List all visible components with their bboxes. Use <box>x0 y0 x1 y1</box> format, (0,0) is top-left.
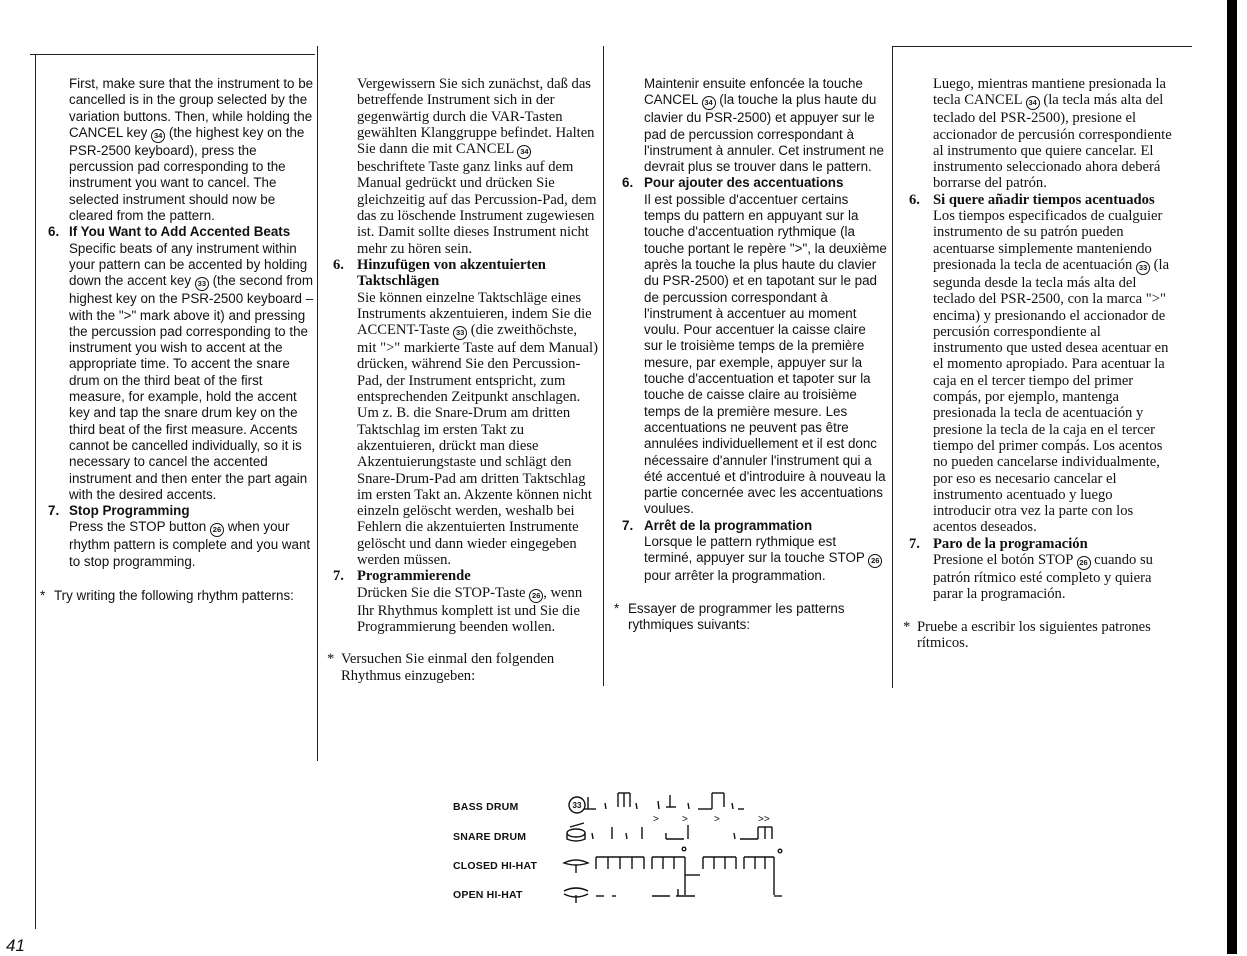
section-heading: Programmierende <box>357 568 471 585</box>
section-heading: Stop Programming <box>69 503 190 519</box>
spanish-intro <box>933 76 1173 192</box>
accent-mark: > <box>714 814 720 825</box>
note-asterisk: * <box>327 651 335 668</box>
section-heading: Pour ajouter des accentuations <box>644 175 844 191</box>
divider-col2-col3 <box>603 46 604 686</box>
open-hihat-icon <box>564 888 588 903</box>
english-intro <box>69 76 317 224</box>
spanish-column <box>903 76 1173 651</box>
snare-drum-icon <box>567 823 585 841</box>
note-asterisk: * <box>40 588 46 604</box>
spanish-section-6 <box>911 192 1173 536</box>
section-body-text: Drücken Sie die STOP-Taste <box>357 584 526 601</box>
note-asterisk: * <box>614 600 620 616</box>
divider-left-edge <box>35 54 36 929</box>
accent-key-number: 33 <box>572 801 582 810</box>
accent-marks <box>653 814 770 825</box>
french-intro-text: Maintenir ensuite enfoncée la touche CANCEL <box>644 76 863 108</box>
german-intro-text: Vergewissern Sie sich zunächst, daß das betreffende Instrument sich in der gegenwärtig durch die VAR-Tasten gewählten Klanggruppe befindet. Halten Sie dann die mit CANCEL <box>357 76 595 158</box>
german-column <box>327 76 599 684</box>
section-heading: Paro de la programación <box>933 535 1088 552</box>
section-number: 7. <box>333 568 344 585</box>
bass-drum-notes <box>584 793 744 809</box>
section-body-text: Los tiempos especificados de cualguier instrumento de su patrón pueden acentuarse simplemente manteniendo presionada la tecla de acentuación <box>933 208 1163 273</box>
stop-key-icon: 26 <box>210 523 224 537</box>
closed-hihat-icon <box>564 860 588 873</box>
section-body <box>644 534 888 585</box>
english-intro-text: First, make sure that the instrument to be cancelled is in the group selected by the variation buttons. Then, while holding the CANCEL key <box>69 76 314 140</box>
section-heading: Arrêt de la programmation <box>644 517 813 533</box>
section-body-text: Specific beats of any instrument within your pattern can be accented by holding down the accent key <box>69 240 308 289</box>
note-asterisk: * <box>903 618 911 635</box>
section-number: 6. <box>909 191 920 208</box>
section-number: 7. <box>48 503 60 519</box>
note-text: Versuchen Sie einmal den folgenden Rhythmus einzugeben: <box>341 651 555 684</box>
section-body-text: Press the STOP button <box>69 519 207 535</box>
accent-mark: > <box>653 814 659 825</box>
section-body-text-2: pour arrêter la programmation. <box>644 568 826 584</box>
spanish-note <box>903 619 1173 652</box>
rhythm-notation <box>560 785 800 910</box>
section-heading: If You Want to Add Accented Beats <box>69 224 291 240</box>
spanish-intro-text: Luego, mientras mantiene presionada la tecla CANCEL <box>933 76 1167 109</box>
section-heading: Hinzufügen von akzentuierten Taktschlägen <box>357 256 546 290</box>
section-body-text-2: , wenn Ihr Rhythmus komplett ist und Sie die Programmierung beenden wollen. <box>357 584 583 635</box>
section-body-text-2: (die zweithöchste, mit ">" markierte Taste auf dem Manual) drücken, während Sie den Percussion-Pad, der Instrument entspricht, zum entsprechenden Zeitpunkt anschlagen. Um z. B. die Snare-Drum am dritten Taktschlag im ersten Takt zu akzentuieren, drückt man diese Akzentuierungstaste und schlägt den Snare-Drum-Pad am dritten Taktschlag im ersten Takt an. Akzente können nicht einzeln gelöscht werden, weshalb bei Fehlern die akzentuierten Instrumente gelöscht und dann wieder eingegeben werden müssen. <box>357 322 598 569</box>
german-intro-text-2: beschriftete Taste ganz links auf dem Manual gedrückt und drücken Sie gleichzeitig auf das Percussion-Pad, dem das zu löschende Instrument zugewiesen ist. Damit sollte dieses Instrument nicht mehr zu hören sein. <box>357 159 597 257</box>
closed-hihat-notes <box>596 847 782 895</box>
note-text: Essayer de programmer les patterns rythmiques suivants: <box>628 600 845 632</box>
english-section-6 <box>48 224 317 503</box>
section-body-text: Lorsque le pattern rythmique est terminé, appuyer sur la touche STOP <box>644 534 865 566</box>
stop-key-icon: 26 <box>1077 556 1091 570</box>
section-number: 6. <box>333 256 344 273</box>
section-body <box>69 519 317 570</box>
cancel-key-icon: 34 <box>702 96 716 110</box>
section-body <box>933 208 1173 536</box>
page-number: 41 <box>6 936 25 955</box>
german-intro <box>357 76 599 257</box>
top-rule-col1 <box>30 54 315 55</box>
german-section-6 <box>335 257 599 568</box>
french-intro <box>644 76 888 175</box>
open-hihat-notes <box>596 889 782 896</box>
french-section-6 <box>624 175 888 517</box>
french-note <box>614 601 888 634</box>
section-body-text-2: (la segunda desde la tecla más alta del teclado del PSR-2500, con la marca ">" encima) y presionando el accionador de percusión correspondiente al instrumento que usted desea acentuar en el momento apropiado. Para acentuar la caja en el tercer tiempo del primer compás, por ejemplo, mantenga presionada la tecla de acentuación y presione la tecla de la caja en el tercer tiempo del primer compás. Los acentos no pueden cancelarse individualmente, por eso es necesario cancelar el instrumento acentuado y luego introducir otra vez la parte con los acentos deseados. <box>933 256 1170 536</box>
stop-key-icon: 26 <box>529 589 543 603</box>
rhythm-label-open-hihat: OPEN HI-HAT <box>453 889 523 901</box>
rhythm-label-closed-hihat: CLOSED HI-HAT <box>453 860 538 872</box>
divider-col3-col4 <box>892 46 893 688</box>
rhythm-label-snare-drum: SNARE DRUM <box>453 831 527 843</box>
section-body-text: Presione el botón STOP <box>933 552 1073 569</box>
cancel-key-icon: 34 <box>151 129 165 143</box>
french-column <box>614 76 888 633</box>
stop-key-icon: 26 <box>868 554 882 568</box>
french-intro-text-2: (la touche la plus haute du clavier du PSR-2500) et appuyer sur le pad de percussion correspondant à l'instrument à annuler. Cet instrument ne devrait plus se trouver dans le pattern. <box>644 92 884 175</box>
section-body <box>357 585 599 636</box>
cancel-key-icon: 34 <box>517 145 531 159</box>
note-text: Try writing the following rhythm patterns: <box>54 588 294 604</box>
snare-drum-notes <box>592 825 772 839</box>
note-text: Pruebe a escribir los siguientes patrones rítmicos. <box>917 618 1151 651</box>
top-rule-col4 <box>892 46 1192 47</box>
rhythm-label-bass-drum: BASS DRUM <box>453 801 519 813</box>
section-body-text-2: when your rhythm pattern is complete and you want to stop programming. <box>69 519 311 569</box>
accent-key-icon: 33 <box>453 326 467 340</box>
accent-mark: > <box>682 814 688 825</box>
german-note <box>327 651 599 684</box>
french-section-7 <box>624 518 888 585</box>
section-body <box>357 290 599 569</box>
section-number: 6. <box>48 224 60 240</box>
section-body-text: Sie können einzelne Taktschläge eines Instruments akzentuieren, indem Sie die ACCENT-Taste <box>357 289 592 339</box>
english-intro-text-2: (the highest key on the PSR-2500 keyboard), press the percussion pad corresponding to the instrument you want to cancel. The selected instrument should now be cleared from the pattern. <box>69 124 305 224</box>
spanish-section-7 <box>911 536 1173 603</box>
accent-key-icon: 33 <box>1136 261 1150 275</box>
divider-col1-col2 <box>317 46 318 761</box>
accent-key-icon: 33 <box>195 277 209 291</box>
section-body <box>69 241 317 503</box>
bass-drum-icon <box>569 797 585 813</box>
section-body: Il est possible d'accentuer certains temps du pattern en appuyant sur la touche d'accentuation rythmique (la touche portant le repère ">", la deuxième après la touche la plus haute du clavier du PSR-2500) et en tapotant sur le pad de percussion correspondant à l'instrument à accentuer au moment voulu. Pour accentuer la caisse claire sur le troisième temps de la première mesure, par exemple, appuyer sur la touche d'accentuation et tapoter sur la touche de caisse claire au troisième temps de la première mesure. Les accentuations ne peuvent pas être annulées individuellement et il est donc nécessaire d'annuler l'instrument qui a été accentué et d'introduire à nouveau la partie concernée avec les accentuations voulues. <box>644 191 887 517</box>
section-number: 6. <box>622 175 634 191</box>
section-body <box>933 552 1173 603</box>
german-section-7 <box>335 568 599 635</box>
english-column <box>40 76 317 604</box>
right-edge-bar <box>1227 0 1237 954</box>
section-body-text-2: (the second from highest key on the PSR-2500 keyboard – with the ">" mark above it) and pressing the percussion pad corresponding to the instrument you wish to accent at the appropriate time. To accent the snare drum on the third beat of the first measure, for example, hold the accent key and tap the snare drum key on the third beat of the first measure. Accents cannot be cancelled individually, so it is necessary to cancel the accented instrument and then enter the part again with the desired accents. <box>69 273 314 502</box>
section-number: 7. <box>909 535 920 552</box>
english-note <box>40 588 317 604</box>
cancel-key-icon: 34 <box>1026 96 1040 110</box>
section-heading: Si quere añadir tiempos acentuados <box>933 191 1155 208</box>
section-number: 7. <box>622 517 634 533</box>
english-section-7 <box>48 503 317 570</box>
section-body-text-2: cuando su patrón rítmico esté completo y quiera parar la programación. <box>933 552 1153 603</box>
double-accent-mark: >> <box>758 814 770 825</box>
spanish-intro-text-2: (la tecla más alta del teclado del PSR-2500), presione el accionador de percusión correspondiente al instrumento que quiere cancelar. El instrumento seleccionado ahora deberá borrarse del patrón. <box>933 92 1172 192</box>
